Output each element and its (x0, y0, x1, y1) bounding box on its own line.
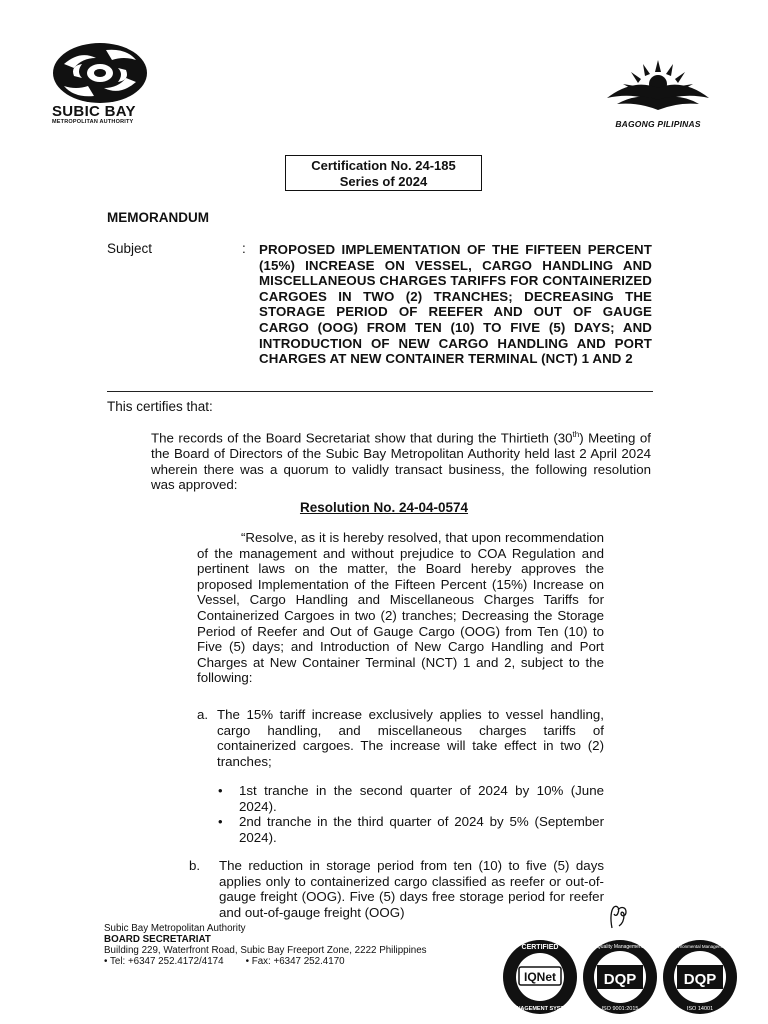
dqp2-mark: DQP (683, 971, 717, 988)
footer-fax: • Fax: +6347 252.4170 (245, 956, 345, 967)
bagong-pilipinas-text: BAGONG PILIPINAS (615, 119, 701, 129)
subject-label: Subject (107, 241, 153, 256)
bullet-2-text: 2nd tranche in the third quarter of 2024 by 5% (September 2024). (239, 814, 604, 845)
iqnet-center-text: IQNet (523, 970, 557, 984)
footer-dept: BOARD SECRETARIAT (104, 934, 211, 945)
bagong-pilipinas-sun-icon (603, 58, 713, 112)
dqp2-top-text: Environmental Management (671, 944, 729, 949)
bullet-1-text: 1st tranche in the second quarter of 2024 by 10% (June 2024). (239, 783, 604, 814)
dqp1-top-text: Quality Management (596, 944, 644, 950)
sbma-name: SUBIC BAY (52, 103, 136, 120)
certification-series: Series of 2024 (339, 174, 428, 189)
footer-org: Subic Bay Metropolitan Authority (104, 923, 246, 934)
item-a-text: The 15% tariff increase exclusively applies to vessel handling, cargo handling, and miscellaneous charges tariffs of containerized cargoes. The increase will take effect in two (2) tranches; (217, 707, 604, 769)
records-text-pre: The records of the Board Secretariat show that during the Thirtieth (30 (151, 430, 573, 446)
footer (104, 923, 427, 967)
dqp-quality-badge (583, 940, 657, 1014)
records-text-post: ) Meeting of the Board of Directors of the Subic Bay Metropolitan Authority held last 2 April 2024 wherein there was a quorum to validly transact business, the following resolution was approved: (151, 430, 651, 493)
footer-address: Building 229, Waterfront Road, Subic Bay Freeport Zone, 2222 Philippines (104, 945, 427, 956)
iso-badges-icon (500, 937, 740, 1017)
item-a-letter: a. (197, 707, 209, 722)
records-ordinal: th (572, 430, 580, 439)
bullet-dot-icon: • (218, 783, 223, 798)
subject-text: PROPOSED IMPLEMENTATION OF THE FIFTEEN PERCENT (15%) INCREASE ON VESSEL, CARGO HANDLING AND MISCELLANEOUS CHARGES TARIFFS FOR CONTAINERIZED CARGOES IN TWO (2) TRANCHES; DECREASING THE STORAGE PERIOD OF REEFER AND OUT OF GAUGE CARGO (OOG) FROM TEN (10) TO FIVE (5) DAYS; AND INTRODUCTION OF NEW CARGO HANDLING AND PORT CHARGES AT NEW CONTAINER TERMINAL (NCT) 1 AND 2 (259, 242, 652, 367)
footer-tel: • Tel: +6347 252.4172/4174 (104, 956, 224, 967)
dqp1-bottom-text: ISO 9001:2015 (601, 1006, 639, 1012)
bagong-pilipinas-logo (598, 58, 718, 129)
footer-contact (104, 956, 427, 967)
certification-badges (500, 937, 740, 1022)
item-b-text: The reduction in storage period from ten (10) to five (5) days applies only to containerized cargo classified as reefer or out-of-gauge freight (OOG). Five (5) days free storage period for reefer and out-of-gauge freight (OOG) (219, 858, 604, 920)
iqnet-top-text: CERTIFIED (521, 944, 559, 951)
divider (107, 391, 653, 392)
records-paragraph (151, 427, 651, 493)
iqnet-badge (503, 940, 577, 1014)
sbma-emblem-icon (52, 42, 152, 104)
subject-colon: : (242, 241, 246, 256)
sbma-subtitle: METROPOLITAN AUTHORITY (52, 119, 134, 125)
sbma-logo (52, 42, 152, 126)
signature-initials-icon (608, 904, 630, 930)
dqp2-bottom-text: ISO 14001 (686, 1006, 714, 1012)
resolution-title: Resolution No. 24-04-0574 (299, 500, 469, 515)
iqnet-bottom-text: MANAGEMENT SYSTEM (507, 1006, 573, 1012)
dqp-environmental-badge (663, 940, 737, 1014)
item-b-letter: b. (189, 858, 201, 873)
certification-number: Certification No. 24-185 (311, 158, 456, 173)
resolve-paragraph: “Resolve, as it is hereby resolved, that upon recommendation of the management and without prejudice to COA Regulation and pertinent laws on the matter, the Board hereby approves the proposed Implementation of the Fifteen Percent (15%) Increase on Vessel, Cargo Handling and Miscellaneous Charges Tariffs for Containerized Cargoes in two (2) tranches; Decreasing the Storage Period of Reefer and Out of Gauge Cargo (OOG) from Ten (10) to Five (5) days; and Introduction of New Cargo Handling and Port Charges at New Container Terminal (NCT) 1 and 2, subject to the following: (197, 530, 604, 686)
certifies-line: This certifies that: (107, 399, 213, 414)
handwritten-initials (608, 904, 630, 935)
bullet-dot-icon: • (218, 814, 223, 829)
dqp1-mark: DQP (603, 971, 637, 988)
certification-box (285, 155, 482, 191)
memo-heading: MEMORANDUM (107, 210, 209, 225)
